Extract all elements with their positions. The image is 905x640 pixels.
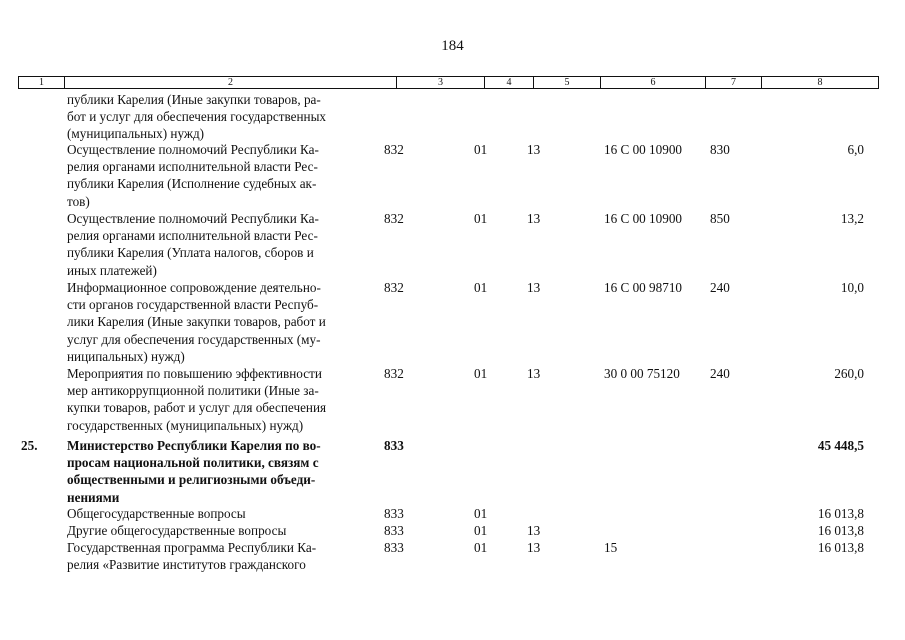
row-code: 833 bbox=[384, 438, 404, 453]
row-section: 01 bbox=[474, 523, 488, 538]
row-name bbox=[67, 141, 372, 210]
row-name-line: бот и услуг для обеспечения государственных bbox=[67, 109, 327, 125]
row-target: 16 С 00 10900 bbox=[604, 211, 683, 226]
row-name-line: лики Карелия (Иные закупки товаров, работ и bbox=[67, 314, 326, 330]
row-subsection: 13 bbox=[527, 142, 541, 157]
row-section: 01 bbox=[474, 506, 488, 521]
row-section: 01 bbox=[474, 211, 488, 226]
row-section: 01 bbox=[474, 280, 488, 295]
row-target: 30 0 00 75120 bbox=[604, 366, 680, 381]
row-name bbox=[67, 539, 372, 573]
header-col-4: 4 bbox=[485, 77, 534, 88]
row-section: 01 bbox=[474, 142, 488, 157]
row-name-line: услуг для обеспечения государственных (му- bbox=[67, 331, 321, 347]
row-expense: 240 bbox=[710, 366, 730, 381]
row-name-line: релия «Развитие институтов гражданского bbox=[67, 557, 306, 573]
row-expense: 850 bbox=[710, 211, 730, 226]
row-name bbox=[67, 522, 372, 539]
row-name-line: Государственная программа Республики Ка- bbox=[67, 540, 317, 555]
page-number: 184 bbox=[441, 38, 464, 54]
row-name bbox=[67, 365, 372, 434]
row-name-line: публики Карелия (Уплата налогов, сборов и bbox=[67, 245, 314, 261]
row-code: 832 bbox=[384, 280, 404, 295]
row-amount: 16 013,8 bbox=[817, 523, 864, 538]
row-code: 832 bbox=[384, 211, 404, 226]
row-name bbox=[67, 279, 372, 365]
row-name-line: Информационное сопровождение деятельно- bbox=[67, 280, 321, 295]
row-target: 16 С 00 10900 bbox=[604, 142, 683, 157]
row-name-line: государственных (муниципальных) нужд) bbox=[67, 417, 304, 433]
row-amount: 45 448,5 bbox=[817, 438, 864, 453]
row-name-line: мер антикоррупционной политики (Иные за- bbox=[67, 383, 319, 399]
row-name-line: Мероприятия по повышению эффективности bbox=[67, 366, 322, 381]
row-amount: 16 013,8 bbox=[817, 506, 864, 521]
row-subsection: 13 bbox=[527, 540, 541, 555]
row-name-line: релия органами исполнительной власти Рес- bbox=[67, 159, 318, 175]
row-name-line: иных платежей) bbox=[67, 262, 157, 278]
row-number: 25. bbox=[21, 438, 38, 453]
row-subsection: 13 bbox=[527, 523, 541, 538]
row-name-line: купки товаров, работ и услуг для обеспечения bbox=[67, 400, 327, 416]
row-name bbox=[67, 437, 372, 506]
row-amount: 16 013,8 bbox=[817, 540, 864, 555]
row-name bbox=[67, 91, 372, 143]
header-col-6: 6 bbox=[601, 77, 706, 88]
header-col-8: 8 bbox=[817, 77, 823, 88]
row-target: 15 bbox=[604, 540, 618, 555]
row-amount: 260,0 bbox=[834, 366, 864, 381]
row-expense: 830 bbox=[710, 142, 730, 157]
table-header bbox=[18, 76, 879, 89]
row-subsection: 13 bbox=[527, 280, 541, 295]
row-name-line: просам национальной политики, связям с bbox=[67, 455, 319, 471]
row-code: 832 bbox=[384, 142, 404, 157]
row-name-line: публики Карелия (Иные закупки товаров, ра- bbox=[67, 92, 321, 107]
row-section: 01 bbox=[474, 366, 488, 381]
header-col-5: 5 bbox=[534, 77, 601, 88]
row-amount: 13,2 bbox=[840, 211, 864, 226]
row-name-line: Осуществление полномочий Республики Ка- bbox=[67, 142, 319, 157]
row-code: 832 bbox=[384, 366, 404, 381]
row-name-line: нениями bbox=[67, 489, 120, 505]
row-name-line: Общегосударственные вопросы bbox=[67, 506, 246, 521]
row-amount: 10,0 bbox=[840, 280, 864, 295]
header-col-3: 3 bbox=[397, 77, 485, 88]
row-name-line: сти органов государственной власти Респуб- bbox=[67, 297, 319, 313]
row-name bbox=[67, 210, 372, 279]
row-section: 01 bbox=[474, 540, 488, 555]
row-code: 833 bbox=[384, 506, 404, 521]
row-subsection: 13 bbox=[527, 366, 541, 381]
row-name-line: Другие общегосударственные вопросы bbox=[67, 523, 287, 538]
header-col-7: 7 bbox=[706, 77, 762, 88]
row-name bbox=[67, 505, 372, 522]
row-code: 833 bbox=[384, 523, 404, 538]
row-name-line: тов) bbox=[67, 193, 90, 209]
row-expense: 240 bbox=[710, 280, 730, 295]
row-code: 833 bbox=[384, 540, 404, 555]
row-name-line: релия органами исполнительной власти Рес- bbox=[67, 228, 318, 244]
row-target: 16 С 00 98710 bbox=[604, 280, 683, 295]
row-name-line: Осуществление полномочий Республики Ка- bbox=[67, 211, 319, 226]
row-name-line: общественными и религиозными объеди- bbox=[67, 472, 316, 488]
header-col-1: 1 bbox=[19, 77, 65, 88]
row-subsection: 13 bbox=[527, 211, 541, 226]
row-amount: 6,0 bbox=[847, 142, 864, 157]
row-name-line: ниципальных) нужд) bbox=[67, 348, 185, 364]
header-col-2: 2 bbox=[65, 77, 397, 88]
row-name-line: (муниципальных) нужд) bbox=[67, 126, 205, 142]
row-name-line: публики Карелия (Исполнение судебных ак- bbox=[67, 176, 317, 192]
row-name-line: Министерство Республики Карелия по во- bbox=[67, 438, 321, 453]
